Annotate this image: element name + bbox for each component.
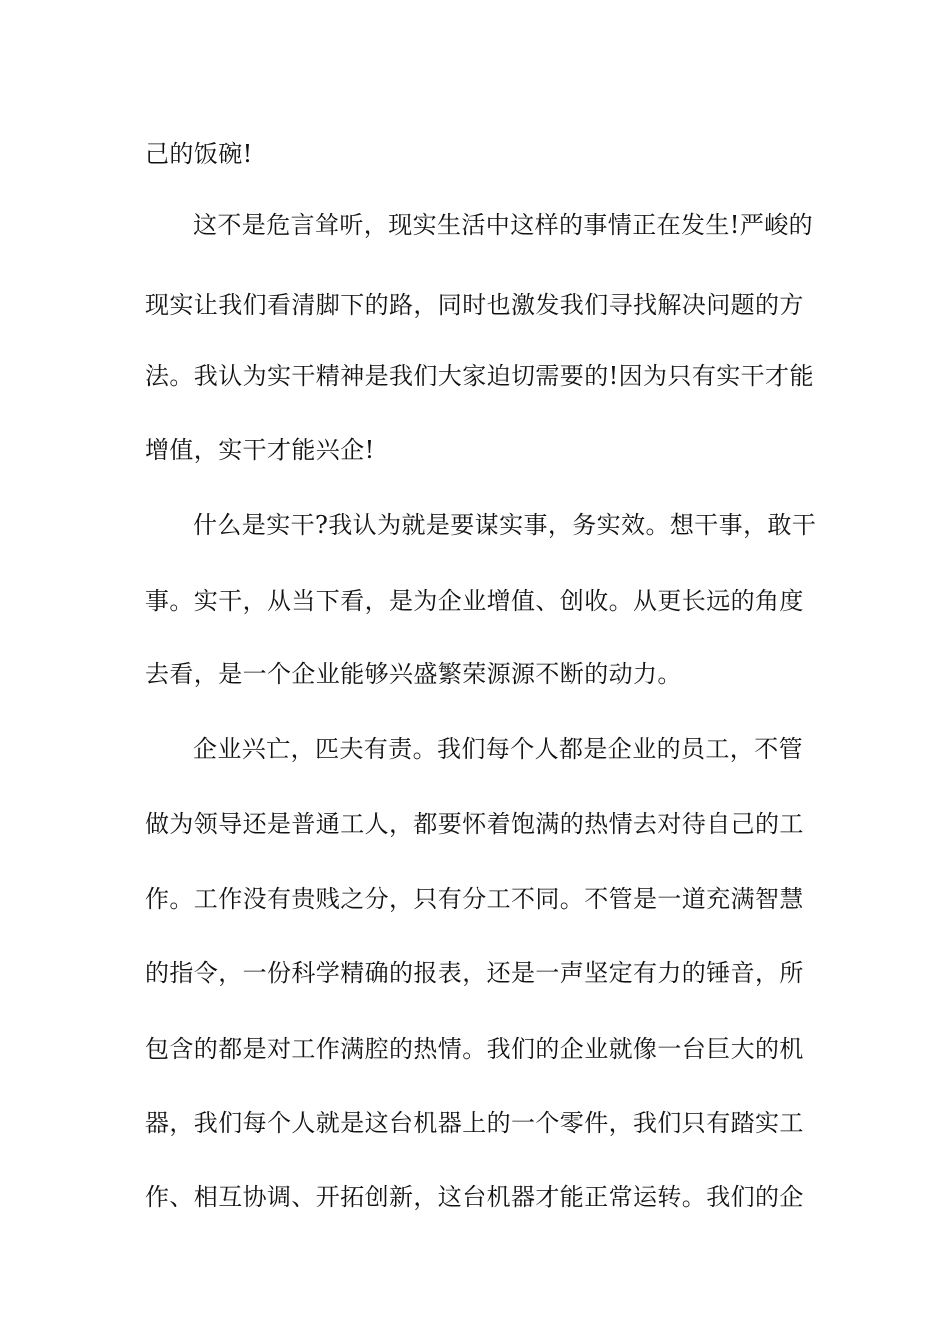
text-line-6: 什么是实干?我认为就是要谋实事，务实效。想干事，敢干 <box>193 511 817 539</box>
text-line-13: 包含的都是对工作满腔的热情。我们的企业就像一台巨大的机 <box>145 1035 804 1063</box>
text-line-11: 作。工作没有贵贱之分，只有分工不同。不管是一道充满智慧 <box>145 885 804 913</box>
text-line-7: 事。实干，从当下看，是为企业增值、创收。从更长远的角度 <box>145 587 804 615</box>
text-line-4: 法。我认为实干精神是我们大家迫切需要的!因为只有实干才能 <box>145 362 814 390</box>
text-line-10: 做为领导还是普通工人，都要怀着饱满的热情去对待自己的工 <box>145 810 804 838</box>
text-line-3: 现实让我们看清脚下的路，同时也激发我们寻找解决问题的方 <box>145 291 804 319</box>
text-line-14: 器，我们每个人就是这台机器上的一个零件，我们只有踏实工 <box>145 1109 804 1137</box>
text-line-1: 己的饭碗! <box>145 140 253 168</box>
text-line-9: 企业兴亡，匹夫有责。我们每个人都是企业的员工，不管 <box>193 735 803 763</box>
text-line-5: 增值，实干才能兴企! <box>145 436 375 464</box>
text-line-8: 去看，是一个企业能够兴盛繁荣源源不断的动力。 <box>145 660 682 688</box>
text-line-2: 这不是危言耸听，现实生活中这样的事情正在发生!严峻的 <box>193 211 814 239</box>
text-line-12: 的指令，一份科学精确的报表，还是一声坚定有力的锤音，所 <box>145 959 804 987</box>
text-line-15: 作、相互协调、开拓创新，这台机器才能正常运转。我们的企 <box>145 1183 804 1211</box>
